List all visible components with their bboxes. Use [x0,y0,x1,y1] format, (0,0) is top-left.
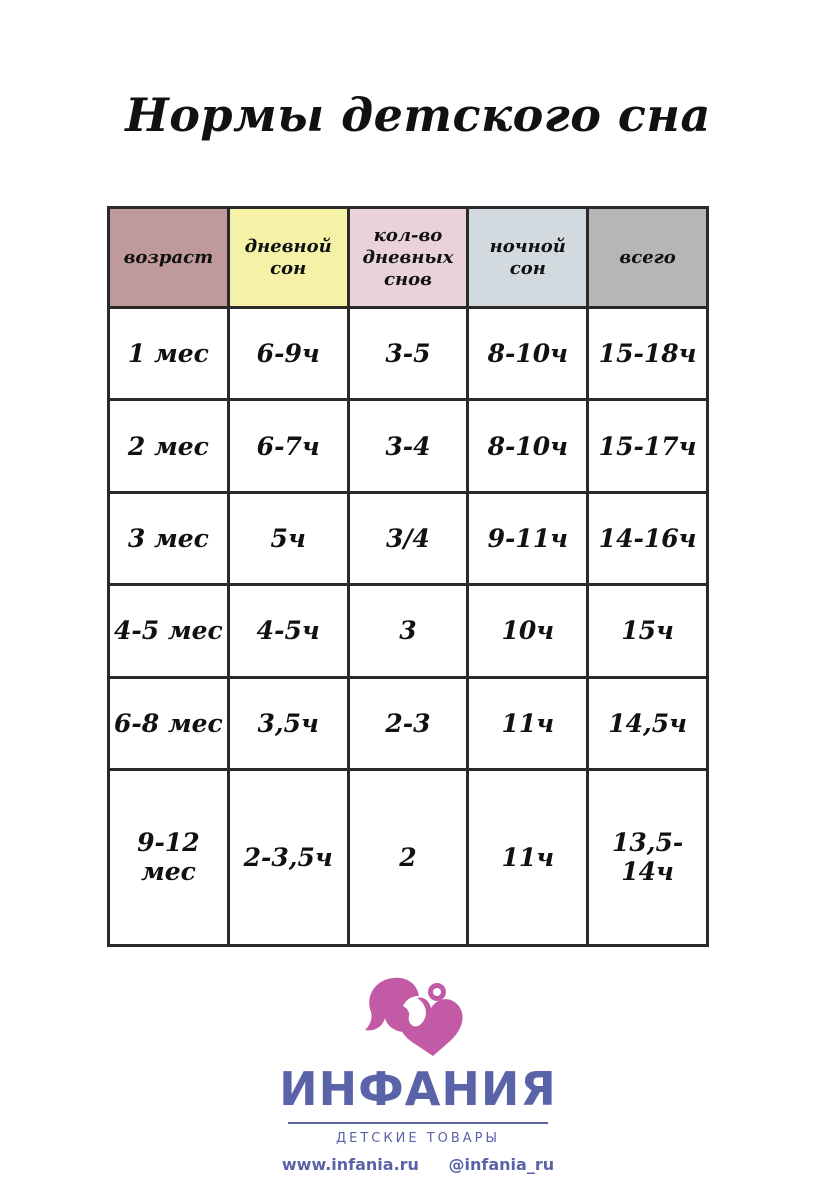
cell-night-sleep: 10ч [468,585,588,677]
mother-child-heart-icon [363,970,473,1060]
table-row [109,585,708,677]
cell-night-sleep: 9-11ч [468,492,588,584]
sleep-norms-table [107,206,709,947]
cell-day-sleep: 5ч [228,492,348,584]
header-night-sleep: ночной сон [468,208,588,308]
cell-age: 3 мес [109,492,229,584]
cell-naps-count: 3-4 [348,400,468,492]
cell-naps-count: 2-3 [348,677,468,769]
cell-day-sleep: 4-5ч [228,585,348,677]
cell-night-sleep: 8-10ч [468,400,588,492]
brand-name: ИНФАНИЯ [279,1062,557,1116]
header-naps-count: кол-во дневных снов [348,208,468,308]
table-row [109,769,708,945]
cell-day-sleep: 3,5ч [228,677,348,769]
table-row [109,400,708,492]
cell-naps-count: 2 [348,769,468,945]
cell-total: 15ч [588,585,708,677]
cell-total: 13,5-14ч [588,769,708,945]
page-title: Нормы детского сна [125,88,711,142]
cell-naps-count: 3-5 [348,308,468,400]
cell-total: 15-17ч [588,400,708,492]
cell-night-sleep: 8-10ч [468,308,588,400]
cell-night-sleep: 11ч [468,769,588,945]
cell-day-sleep: 6-7ч [228,400,348,492]
cell-age: 4-5 мес [109,585,229,677]
cell-age: 9-12 мес [109,769,229,945]
cell-day-sleep: 2-3,5ч [228,769,348,945]
cell-age: 6-8 мес [109,677,229,769]
table-header-row [109,208,708,308]
cell-total: 14-16ч [588,492,708,584]
table-row [109,677,708,769]
brand-divider [288,1122,548,1124]
cell-total: 14,5ч [588,677,708,769]
cell-naps-count: 3/4 [348,492,468,584]
cell-total: 15-18ч [588,308,708,400]
header-age: возраст [109,208,229,308]
website-link[interactable]: www.infania.ru [281,1155,419,1174]
cell-age: 1 мес [109,308,229,400]
cell-night-sleep: 11ч [468,677,588,769]
instagram-handle[interactable]: @infania_ru [448,1155,555,1174]
brand-logo [0,970,836,1064]
table-row [109,492,708,584]
header-day-sleep: дневной сон [228,208,348,308]
cell-age: 2 мес [109,400,229,492]
table-row [109,308,708,400]
brand-contacts [0,1155,836,1174]
brand-tagline: ДЕТСКИЕ ТОВАРЫ [336,1131,500,1146]
header-total: всего [588,208,708,308]
cell-naps-count: 3 [348,585,468,677]
cell-day-sleep: 6-9ч [228,308,348,400]
